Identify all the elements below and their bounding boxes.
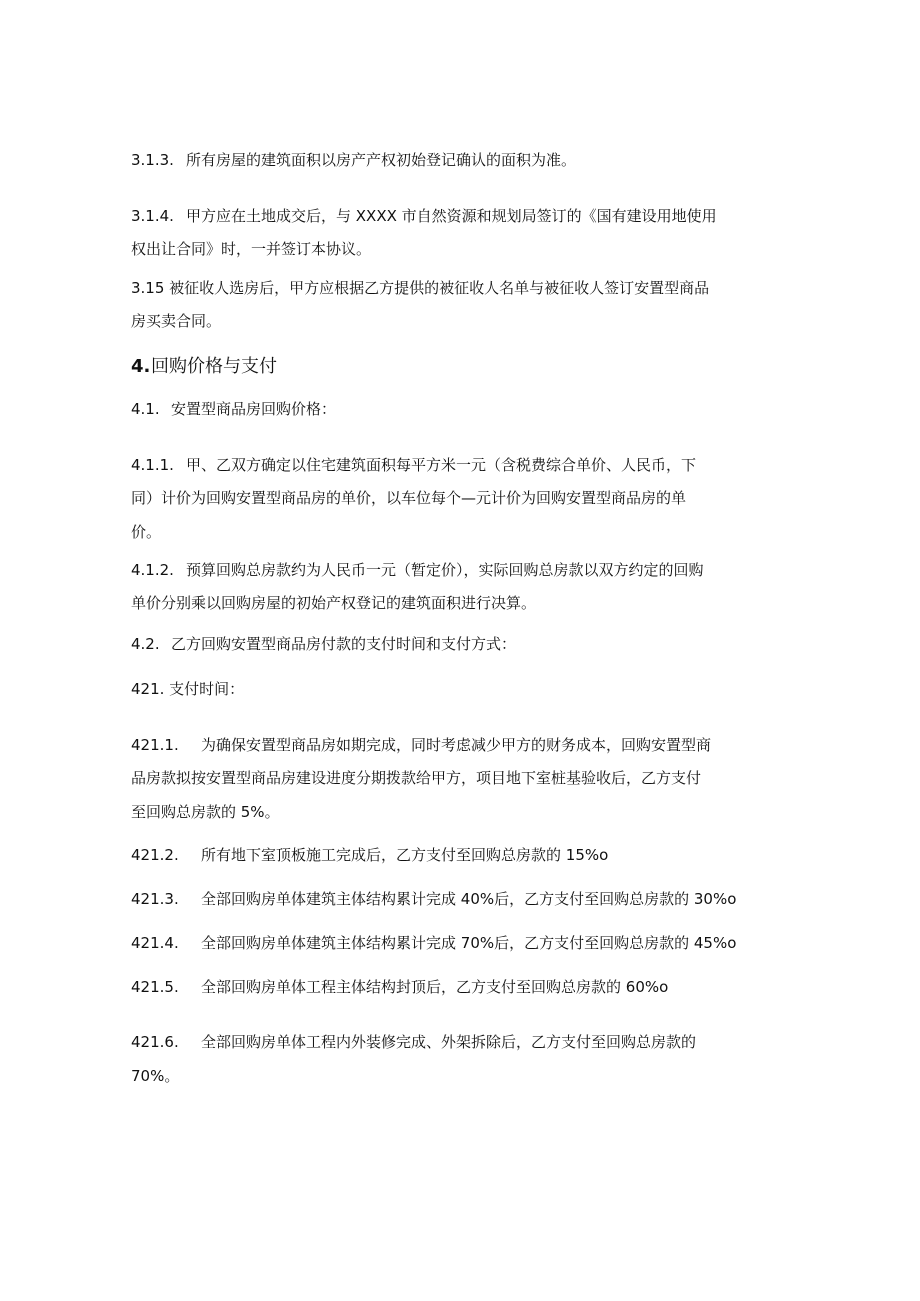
clause-number: 3.1.4. <box>131 207 174 225</box>
clause-421-1 <box>131 735 711 755</box>
clause-number: 421.5. <box>131 978 179 996</box>
clause-421-4 <box>131 933 736 953</box>
clause-number: 4.1.2. <box>131 561 174 579</box>
clause-number: 3.1.3. <box>131 151 174 169</box>
clause-421-1-continued <box>131 768 701 788</box>
clause-text: 所有地下室顶板施工完成后，乙方支付至回购总房款的 15%o <box>201 846 609 864</box>
clause-4-1-2-continued <box>131 593 536 613</box>
clause-text: 同）计价为回购安置型商品房的单价，以车位每个—元计价为回购安置型商品房的单 <box>131 489 687 507</box>
clause-text: 全部回购房单体工程主体结构封顶后，乙方支付至回购总房款的 60%o <box>201 978 669 996</box>
clause-text: 421. 支付时间： <box>131 680 245 698</box>
clause-4-1-1-continued <box>131 522 161 542</box>
clause-text: 70%。 <box>131 1067 180 1085</box>
clause-text: 价。 <box>131 523 162 541</box>
clause-number: 4.1.1. <box>131 456 174 474</box>
clause-421-6-continued <box>131 1066 179 1086</box>
clause-4-1-2 <box>131 560 704 580</box>
clause-text: 乙方回购安置型商品房付款的支付时间和支付方式： <box>171 635 517 653</box>
clause-number: 421.1. <box>131 736 179 754</box>
clause-421-2 <box>131 845 608 865</box>
clause-text: 单价分别乘以回购房屋的初始产权登记的建筑面积进行决算。 <box>131 594 537 612</box>
clause-text: 所有房屋的建筑面积以房产产权初始登记确认的面积为准。 <box>186 151 577 169</box>
clause-text: 权出让合同》时，一并签订本协议。 <box>131 240 372 258</box>
clause-text: 甲、乙双方确定以住宅建筑面积每平方米一元（含税费综合单价、人民币，下 <box>186 456 697 474</box>
clause-text: 房买卖合同。 <box>131 312 222 330</box>
clause-4-1 <box>131 399 336 419</box>
clause-number: 4.1. <box>131 400 160 418</box>
clause-4-1-1 <box>131 455 696 475</box>
clause-text: 甲方应在土地成交后，与 XXXX 市自然资源和规划局签订的《国有建设用地使用 <box>186 207 717 225</box>
clause-text: 全部回购房单体建筑主体结构累计完成 70%后，乙方支付至回购总房款的 45%o <box>201 934 737 952</box>
clause-421-3 <box>131 889 736 909</box>
clause-3-15 <box>131 278 709 298</box>
clause-number: 421.4. <box>131 934 179 952</box>
clause-421-5 <box>131 977 668 997</box>
clause-text: 全部回购房单体建筑主体结构累计完成 40%后，乙方支付至回购总房款的 30%o <box>201 890 737 908</box>
clause-421 <box>131 679 244 699</box>
section-heading-4 <box>131 355 277 379</box>
clause-text: 预算回购总房款约为人民币一元（暂定价），实际回购总房款以双方约定的回购 <box>186 561 704 579</box>
clause-text: 为确保安置型商品房如期完成，同时考虑减少甲方的财务成本，回购安置型商 <box>201 736 712 754</box>
clause-text: 全部回购房单体工程内外装修完成、外架拆除后，乙方支付至回购总房款的 <box>201 1033 697 1051</box>
clause-421-1-continued <box>131 802 280 822</box>
clause-3-15-continued <box>131 311 221 331</box>
clause-421-6 <box>131 1032 696 1052</box>
clause-3-1-4 <box>131 206 717 226</box>
clause-number: 421.3. <box>131 890 179 908</box>
section-number: 4. <box>131 356 151 377</box>
clause-text: 品房款拟按安置型商品房建设进度分期拨款给甲方，项目地下室桩基验收后，乙方支付 <box>131 769 702 787</box>
clause-text: 安置型商品房回购价格： <box>171 400 337 418</box>
clause-text: 3.15 被征收人选房后，甲方应根据乙方提供的被征收人名单与被征收人签订安置型商品 <box>131 279 710 297</box>
clause-4-2 <box>131 634 516 654</box>
clause-4-1-1-continued <box>131 488 686 508</box>
clause-text: 至回购总房款的 5%。 <box>131 803 280 821</box>
clause-3-1-4-continued <box>131 239 371 259</box>
clause-number: 421.6. <box>131 1033 179 1051</box>
section-title: 回购价格与支付 <box>151 356 277 377</box>
clause-number: 421.2. <box>131 846 179 864</box>
clause-3-1-3 <box>131 150 576 170</box>
clause-number: 4.2. <box>131 635 160 653</box>
